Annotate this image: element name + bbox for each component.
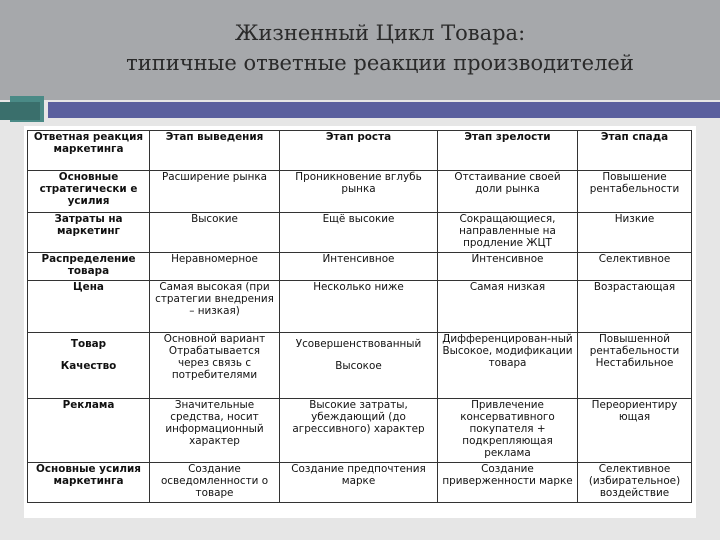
row-label-product-quality: Товар Качество <box>28 333 150 399</box>
table-cell: Селективное (избирательное) воздействие <box>578 463 692 503</box>
row-label-marketing-costs: Затраты на маркетинг <box>28 213 150 253</box>
row-label-advertising: Реклама <box>28 399 150 463</box>
table-cell: Создание осведомленности о товаре <box>150 463 280 503</box>
table-cell: Высокие <box>150 213 280 253</box>
table-cell: Усовершенствованный Высокое <box>280 333 438 399</box>
header-cell-maturity: Этап зрелости <box>438 131 578 171</box>
table-cell: Дифференцирован-ный Высокое, модификации товара <box>438 333 578 399</box>
table-cell: Проникновение вглубь рынка <box>280 171 438 213</box>
table-cell: Самая высокая (при стратегии внедрения – низкая) <box>150 281 280 333</box>
table-cell: Основной вариант Отрабатывается через связь с потребителями <box>150 333 280 399</box>
table-row <box>28 463 692 503</box>
table-cell: Повышение рентабельности <box>578 171 692 213</box>
table-row <box>28 281 692 333</box>
slide-title-line-2: типичные ответные реакции производителей <box>126 51 634 75</box>
header-cell-growth: Этап роста <box>280 131 438 171</box>
table-cell: Сокращающиеся, направленные на продление ЖЦТ <box>438 213 578 253</box>
slide-title-line-1: Жизненный Цикл Товара: <box>234 21 526 45</box>
row-label-price: Цена <box>28 281 150 333</box>
table-cell: Ещё высокие <box>280 213 438 253</box>
row-label-main-efforts: Основные усилия маркетинга <box>28 463 150 503</box>
header-cell-decline: Этап спада <box>578 131 692 171</box>
lifecycle-table <box>27 130 692 503</box>
header-cell-introduction: Этап выведения <box>150 131 280 171</box>
table-cell: Создание приверженности марке <box>438 463 578 503</box>
table-cell: Привлечение консервативного покупателя + подкрепляющая реклама <box>438 399 578 463</box>
table-header-row <box>28 131 692 171</box>
table-cell: Значительные средства, носит информационный характер <box>150 399 280 463</box>
table-cell: Неравномерное <box>150 253 280 281</box>
table-row <box>28 213 692 253</box>
table-cell: Несколько ниже <box>280 281 438 333</box>
table-cell: Создание предпочтения марке <box>280 463 438 503</box>
row-label-strategy: Основные стратегически е усилия <box>28 171 150 213</box>
accent-bar <box>48 102 720 118</box>
table-cell: Интенсивное <box>280 253 438 281</box>
table-cell: Высокие затраты, убеждающий (до агрессивного) характер <box>280 399 438 463</box>
row-label-distribution: Распределение товара <box>28 253 150 281</box>
table-row <box>28 399 692 463</box>
table-row <box>28 333 692 399</box>
table-cell: Расширение рынка <box>150 171 280 213</box>
table-row <box>28 253 692 281</box>
table-cell: Отстаивание своей доли рынка <box>438 171 578 213</box>
table-cell: Возрастающая <box>578 281 692 333</box>
table-cell: Селективное <box>578 253 692 281</box>
table-cell: Повышенной рентабельности Нестабильное <box>578 333 692 399</box>
table-cell: Интенсивное <box>438 253 578 281</box>
table-cell: Самая низкая <box>438 281 578 333</box>
table-cell: Низкие <box>578 213 692 253</box>
header-cell-response: Ответная реакция маркетинга <box>28 131 150 171</box>
table-row <box>28 171 692 213</box>
slide-title <box>60 18 700 78</box>
accent-square-dark <box>0 102 40 120</box>
table-cell: Переориентиру ющая <box>578 399 692 463</box>
